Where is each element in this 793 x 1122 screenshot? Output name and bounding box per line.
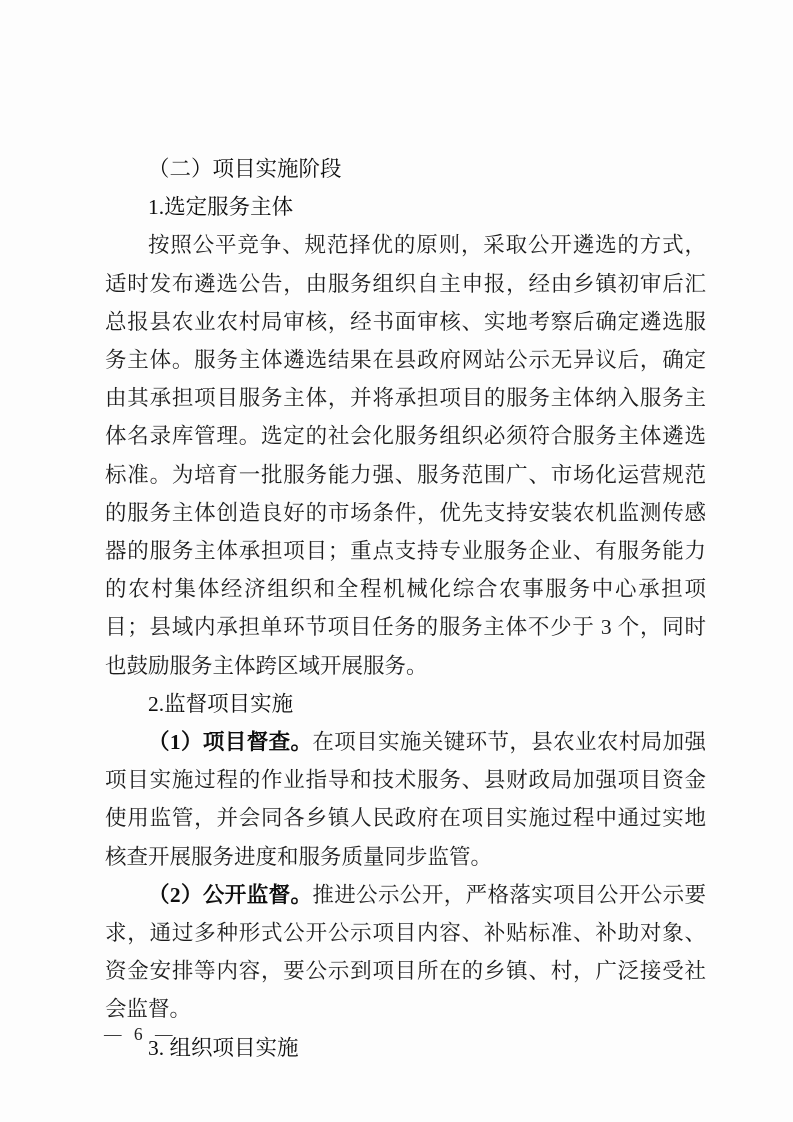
page-number: — 6 — — [104, 1024, 177, 1044]
item-1-lead: （1）项目督查。 — [148, 730, 313, 755]
subsection-3-heading: 3. 组织项目实施 — [148, 1035, 299, 1060]
subsection-2-heading: 2.监督项目实施 — [148, 691, 294, 716]
document-content — [105, 150, 706, 1067]
section-heading: （二）项目实施阶段 — [148, 157, 342, 181]
paragraph-service-selection: 按照公平竞争、规范择优的原则，采取公开遴选的方式，适时发布遴选公告，由服务组织自主申报，经由乡镇初审后汇总报县农业农村局审核，经书面审核、实地考察后确定遴选服务主体。服务主体遴选结果在县政府网站公示无异议后，确定由其承担项目服务主体，并将承担项目的服务主体纳入服务主体名录库管理。选定的社会化服务组织必须符合服务主体遴选标准。为培育一批服务能力强、服务范围广、市场化运营规范的服务主体创造良好的市场条件，优先支持安装农机监测传感器的服务主体承担项目；重点支持专业服务企业、有服务能力的农村集体经济组织和全程机械化综合农事服务中心承担项目；县域内承担单环节项目任务的服务主体不少于 3 个，同时也鼓励服务主体跨区域开展服务。 — [105, 233, 706, 678]
paragraph-project-inspection — [105, 723, 706, 876]
item-2-lead: （2）公开监督。 — [148, 882, 313, 907]
paragraph-public-supervision — [105, 876, 706, 1029]
subsection-1-heading: 1.选定服务主体 — [148, 195, 294, 220]
item-2-body: 推进公示公开，严格落实项目公开公示要求，通过多种形式公开公示项目内容、补贴标准、补助对象、资金安排等内容，要公示到项目所在的乡镇、村，广泛接受社会监督。 — [105, 882, 706, 1022]
item-1-body: 在项目实施关键环节，县农业农村局加强项目实施过程的作业指导和技术服务、县财政局加强项目资金使用监管，并会同各乡镇人民政府在项目实施过程中通过实地核查开展服务进度和服务质量同步监管。 — [105, 730, 706, 869]
